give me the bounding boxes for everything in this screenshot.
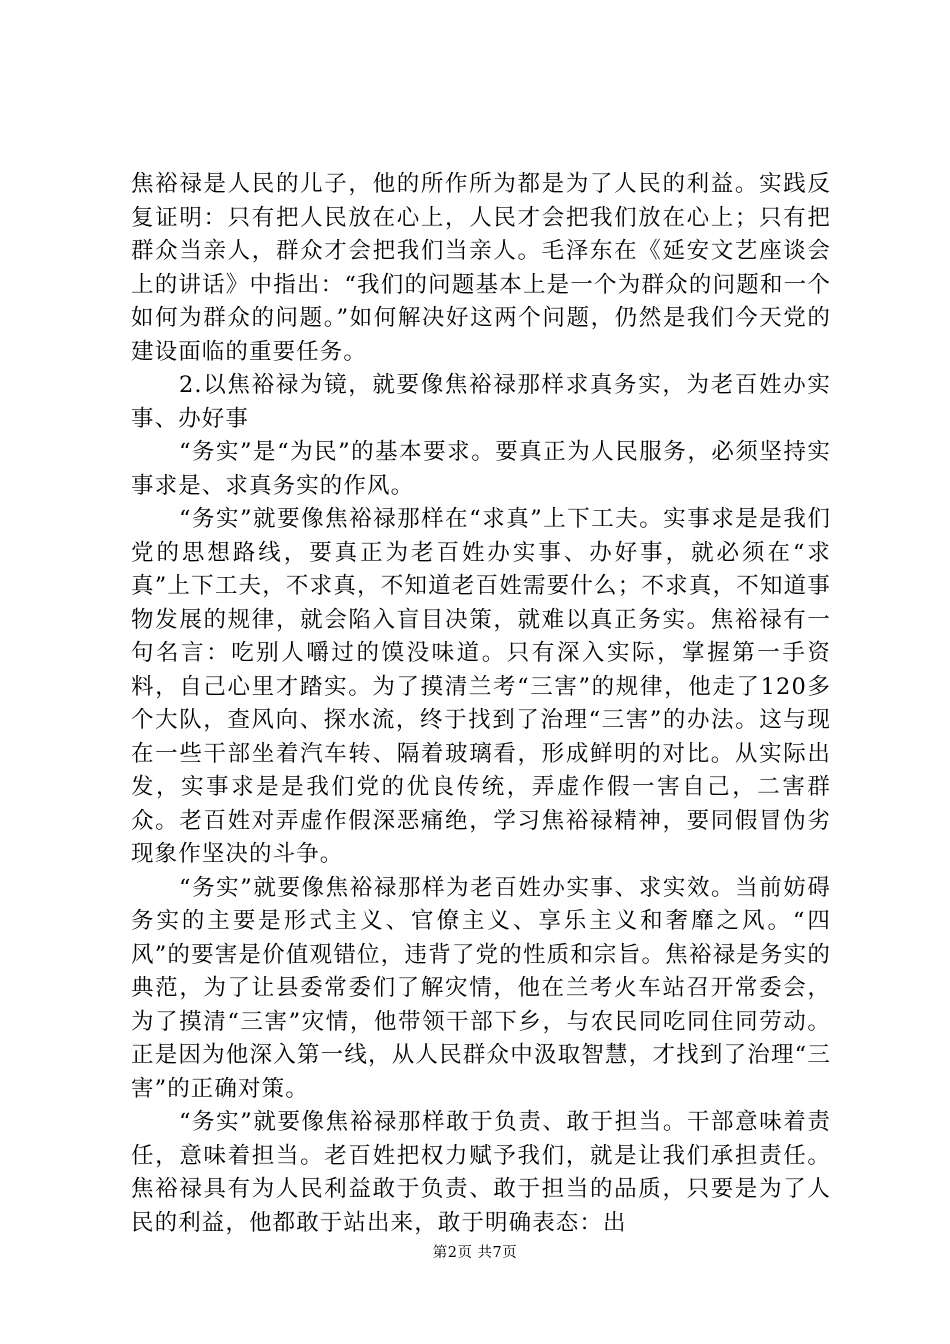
paragraph-2-heading: 2.以焦裕禄为镜，就要像焦裕禄那样求真务实，为老百姓办实事、办好事 — [131, 372, 831, 432]
paragraph-5: “务实”就要像焦裕禄那样为老百姓办实事、求实效。当前妨碍务实的主要是形式主义、官僚主义、享乐主义和奢靡之风。“四风”的要害是价值观错位，违背了党的性质和宗旨。焦裕禄是务实的典范，为了让县委常委们了解灾情，他在兰考火车站召开常委会，为了摸清“三害”灾情，他带领干部下乡，与农民同吃同住同劳动。正是因为他深入第一线，从人民群众中汲取智慧，才找到了治理“三害”的正确对策。 — [131, 874, 831, 1102]
paragraph-6: “务实”就要像焦裕禄那样敢于负责、敢于担当。干部意味着责任，意味着担当。老百姓把权力赋予我们，就是让我们承担责任。焦裕禄具有为人民利益敢于负责、敢于担当的品质，只要是为了人民的利益，他都敢于站出来，敢于明确表态：出 — [131, 1109, 831, 1236]
paragraph-1: 焦裕禄是人民的儿子，他的所作所为都是为了人民的利益。实践反复证明：只有把人民放在心上，人民才会把我们放在心上；只有把群众当亲人，群众才会把我们当亲人。毛泽东在《延安文艺座谈会上的讲话》中指出：“我们的问题基本上是一个为群众的问题和一个如何为群众的问题。”如何解决好这两个问题，仍然是我们今天党的建设面临的重要任务。 — [131, 171, 831, 365]
document-body — [131, 168, 831, 1240]
paragraph-3: “务实”是“为民”的基本要求。要真正为人民服务，必须坚持实事求是、求真务实的作风。 — [131, 439, 831, 499]
page-number-footer: 第2页 共7页 — [432, 1245, 518, 1261]
paragraph-4: “务实”就要像焦裕禄那样在“求真”上下工夫。实事求是是我们党的思想路线，要真正为老百姓办实事、办好事，就必须在“求真”上下工夫，不求真，不知道老百姓需要什么；不求真，不知道事物发展的规律，就会陷入盲目决策，就难以真正务实。焦裕禄有一句名言：吃别人嚼过的馍没味道。只有深入实际，掌握第一手资料，自己心里才踏实。为了摸清兰考“三害”的规律，他走了120多个大队，查风向、探水流，终于找到了治理“三害”的办法。这与现在一些干部坐着汽车转、隔着玻璃看，形成鲜明的对比。从实际出发，实事求是是我们党的优良传统，弄虚作假一害自己，二害群众。老百姓对弄虚作假深恶痛绝，学习焦裕禄精神，要同假冒伪劣现象作坚决的斗争。 — [131, 506, 831, 867]
